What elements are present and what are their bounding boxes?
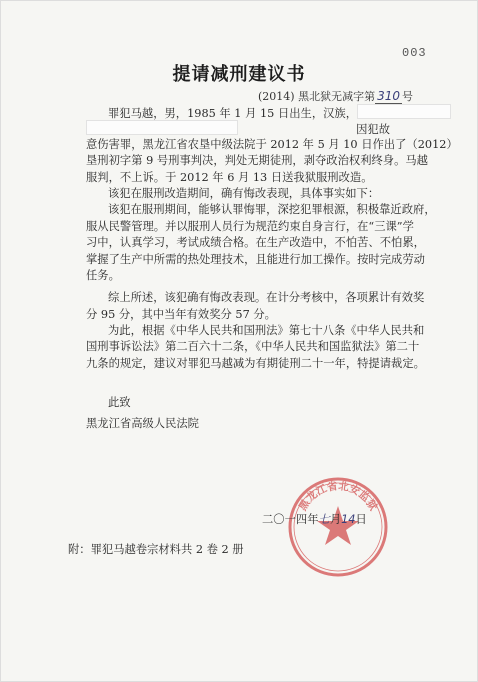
date-month-label: 月	[329, 513, 342, 526]
document-number-handwritten: 310	[377, 89, 400, 103]
document-body	[86, 104, 458, 372]
body-line-4: 垦刑初字第 9 号刑事判决，判处无期徒刑，剥夺政治权利终身。马越	[86, 154, 428, 168]
salutation: 此致	[108, 396, 131, 409]
body-line-10: 掌握了生产中所需的热处理技术，且能进行加工操作。按时完成劳动	[86, 252, 425, 266]
body-line-2-text: 因犯故	[356, 123, 390, 137]
document-number-suffix: 号	[401, 90, 413, 103]
date-month-handwritten: 七	[318, 513, 330, 526]
body-line-15: 国刑事诉讼法》第二百六十二条，《中华人民共和国监狱法》第二十	[86, 340, 420, 354]
document-date	[262, 511, 367, 527]
date-year: 二〇一四年	[262, 513, 319, 526]
body-line-3: 意伤害罪，黑龙江省农垦中级法院于 2012 年 5 月 10 日作出了（2012）	[86, 137, 458, 151]
official-seal-icon	[283, 472, 393, 582]
date-day-label: 日	[355, 513, 367, 526]
body-line-14: 为此，根据《中华人民共和国刑法》第七十八条《中华人民共和	[108, 324, 425, 338]
page-number: 003	[402, 46, 427, 60]
recipient: 黑龙江省高级人民法院	[86, 417, 199, 430]
body-line-11: 任务。	[86, 268, 120, 282]
redacted-field	[86, 120, 238, 135]
inmate-intro-text: 罪犯马越，男，1985 年 1 月 15 日出生，汉族，	[108, 107, 358, 120]
document-title: 提请减刑建议书	[172, 64, 306, 85]
body-line-16: 九条的规定，建议对罪犯马越减为有期徒刑二十一年，特提请裁定。	[86, 356, 425, 370]
body-line-1	[86, 104, 416, 120]
document-number-prefix: (2014) 黑北狱无减字第	[258, 90, 376, 103]
attachment-note: 附：罪犯马越卷宗材料共 2 卷 2 册	[68, 543, 244, 556]
body-line-9: 习中，认真学习，考试成绩合格。在生产改造中，不怕苦、不怕累，	[86, 236, 425, 250]
body-line-7: 该犯在服刑期间，能够认罪悔罪，深挖犯罪根源，积极靠近政府，	[108, 203, 436, 217]
date-day-handwritten: 14	[341, 513, 356, 526]
redacted-field	[357, 104, 451, 119]
body-line-8: 服从民警管理。并以服刑人员行为规范约束自身言行，在“三课”学	[86, 219, 414, 233]
document-number	[258, 88, 413, 104]
body-line-2	[86, 120, 416, 136]
body-line-5: 服判，不上诉。于 2012 年 6 月 13 日送我狱服刑改造。	[86, 170, 373, 184]
body-line-6: 该犯在服刑改造期间，确有悔改表现，具体事实如下：	[108, 186, 380, 200]
body-line-13: 分 95 分，其中当年有效奖分 57 分。	[86, 307, 276, 321]
seal-text: 黑龙江省北安监狱	[296, 480, 380, 513]
body-line-12: 综上所述，该犯确有悔改表现。在计分考核中，各项累计有效奖	[108, 291, 425, 305]
